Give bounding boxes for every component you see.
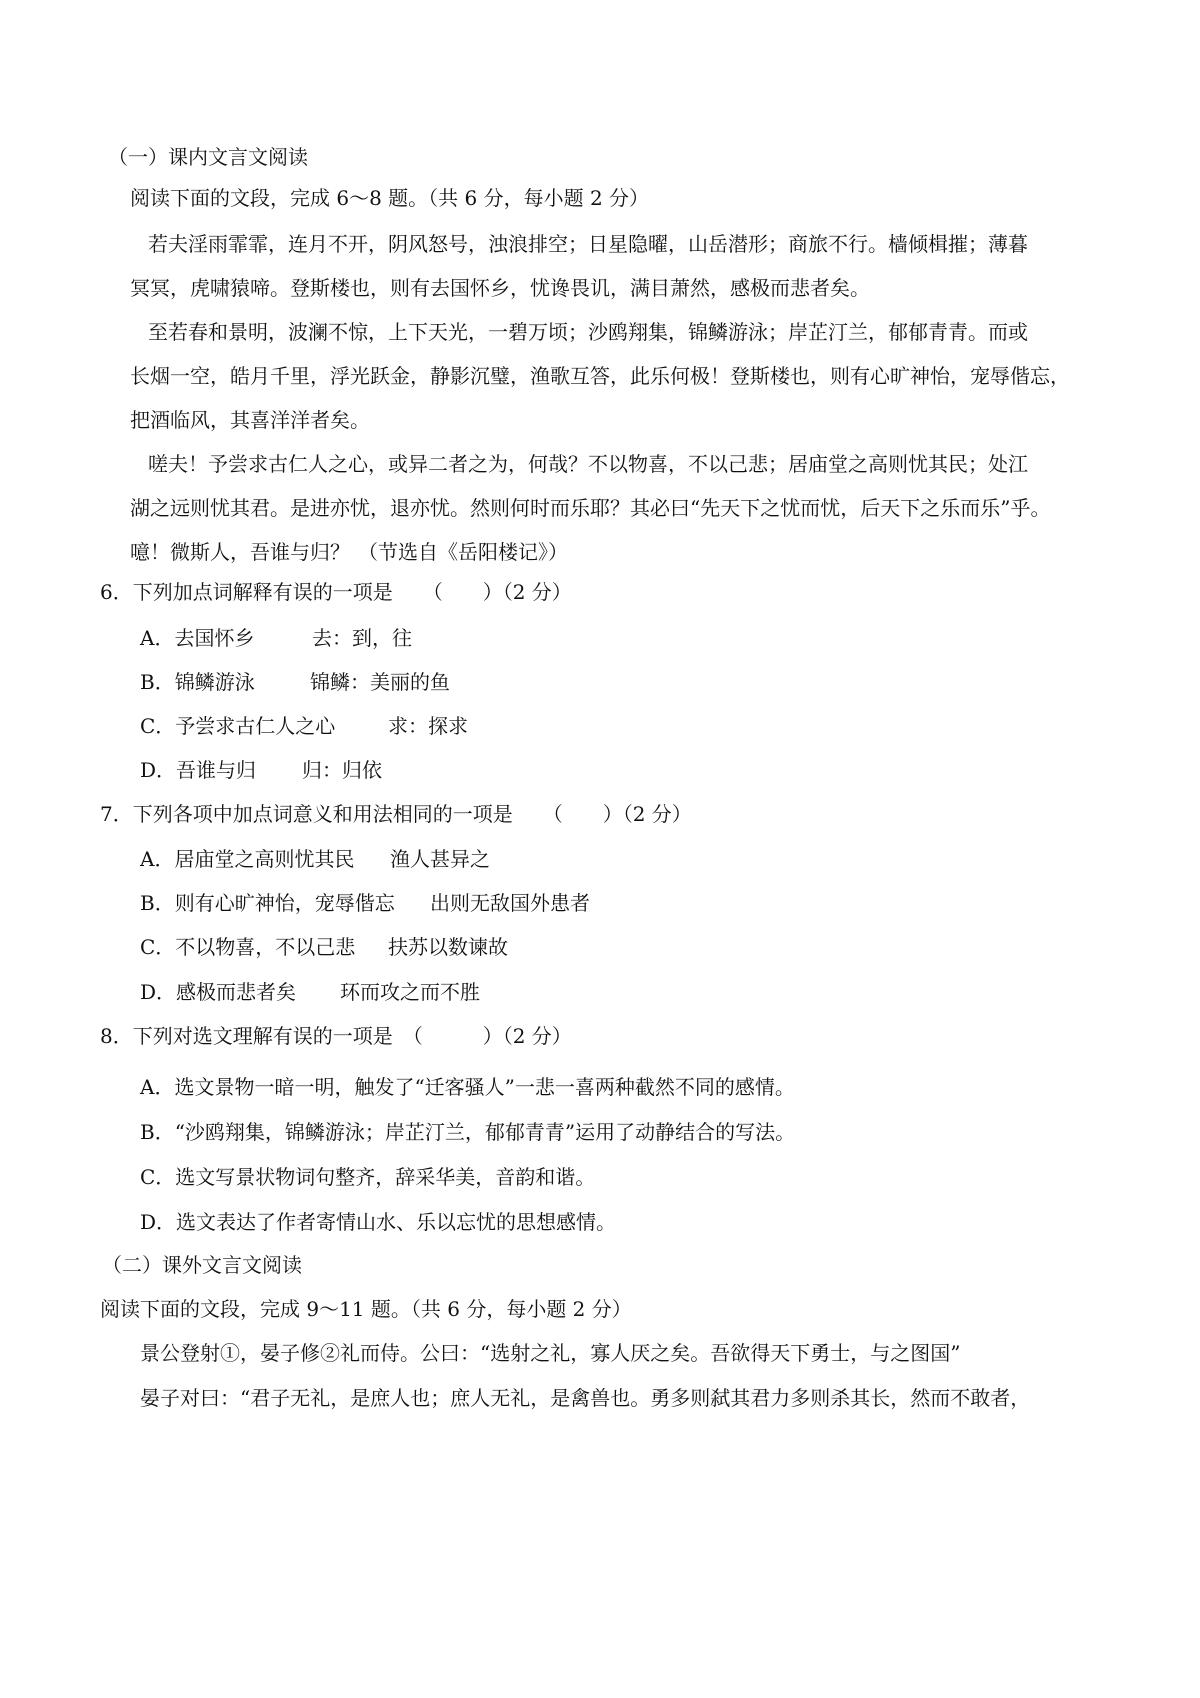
q7-option-d: D．感极而悲者矣 bbox=[140, 980, 297, 1004]
q7-option-c: C．不以物喜，不以己悲 bbox=[140, 935, 356, 959]
passage2-line: 晏子对曰：“君子无礼，是庶人也；庶人无礼，是禽兽也。勇多则弑其君力多则杀其长，然而不敢者， bbox=[140, 1386, 1031, 1410]
q8-option-a: A．选文景物一暗一明，触发了“迁客骚人”一悲一喜两种截然不同的感情。 bbox=[140, 1075, 795, 1099]
q7-option-a-compare: 渔人甚异之 bbox=[390, 847, 490, 871]
section1-instruction: 阅读下面的文段，完成 6～8 题。（共 6 分，每小题 2 分） bbox=[130, 186, 650, 210]
passage1-line: 若夫淫雨霏霏，连月不开，阴风怒号，浊浪排空；日星隐曜，山岳潜形；商旅不行。樯倾楫摧；薄暮 bbox=[148, 232, 1028, 256]
q6-option-a: A．去国怀乡 bbox=[140, 626, 255, 650]
q6-option-a-gloss: 去：到，往 bbox=[312, 626, 412, 650]
q6-option-b: B．锦鳞游泳 bbox=[140, 670, 255, 694]
section2-heading: （二）课外文言文阅读 bbox=[102, 1253, 302, 1277]
passage1-line: 至若春和景明，波澜不惊，上下天光，一碧万顷；沙鸥翔集，锦鳞游泳；岸芷汀兰，郁郁青青。而或 bbox=[148, 320, 1028, 344]
passage1-line: 长烟一空，皓月千里，浮光跃金，静影沉璧，渔歌互答，此乐何极！登斯楼也，则有心旷神怡，宠辱偕忘， bbox=[130, 364, 1070, 388]
q8-option-d: D．选文表达了作者寄情山水、乐以忘忧的思想感情。 bbox=[140, 1210, 617, 1234]
passage1-source: （节选自《岳阳楼记》） bbox=[358, 540, 568, 564]
passage1-line: 湖之远则忧其君。是进亦忧，退亦忧。然则何时而乐耶？其必曰“先天下之忧而忧，后天下之乐而乐”乎。 bbox=[130, 496, 1051, 520]
q6-option-d: D．吾谁与归 bbox=[140, 758, 257, 782]
passage2-line: 景公登射①，晏子修②礼而侍。公曰：“选射之礼，寡人厌之矣。吾欲得天下勇士，与之图国” bbox=[140, 1341, 961, 1365]
q7-option-b-compare: 出则无敌国外患者 bbox=[430, 891, 590, 915]
q6-option-c: C．予尝求古仁人之心 bbox=[140, 714, 336, 738]
section2-instruction: 阅读下面的文段，完成 9～11 题。（共 6 分，每小题 2 分） bbox=[100, 1297, 632, 1321]
passage1-line: 把酒临风，其喜洋洋者矣。 bbox=[130, 408, 370, 432]
q7-option-c-compare: 扶苏以数谏故 bbox=[388, 935, 508, 959]
q6-option-d-gloss: 归：归依 bbox=[302, 758, 382, 782]
question-7-stem: 7．下列各项中加点词意义和用法相同的一项是 （ ）（2 分） bbox=[100, 802, 692, 826]
q6-option-c-gloss: 求：探求 bbox=[388, 714, 468, 738]
section1-heading: （一）课内文言文阅读 bbox=[108, 145, 308, 169]
passage1-line: 噫！微斯人，吾谁与归？ bbox=[130, 540, 350, 564]
q6-option-b-gloss: 锦鳞：美丽的鱼 bbox=[310, 670, 450, 694]
q7-option-d-compare: 环而攻之而不胜 bbox=[340, 980, 480, 1004]
passage1-line: 嗟夫！予尝求古仁人之心，或异二者之为，何哉？不以物喜，不以己悲；居庙堂之高则忧其民；处江 bbox=[148, 452, 1028, 476]
q8-option-c: C．选文写景状物词句整齐，辞采华美，音韵和谐。 bbox=[140, 1165, 596, 1189]
q8-option-b: B．“沙鸥翔集，锦鳞游泳；岸芷汀兰，郁郁青青”运用了动静结合的写法。 bbox=[140, 1120, 796, 1144]
passage1-line: 冥冥，虎啸猿啼。登斯楼也，则有去国怀乡，忧谗畏讥，满目萧然，感极而悲者矣。 bbox=[130, 276, 870, 300]
q7-option-a: A．居庙堂之高则忧其民 bbox=[140, 847, 355, 871]
question-8-stem: 8．下列对选文理解有误的一项是 （ ）（2 分） bbox=[100, 1024, 572, 1048]
q7-option-b: B．则有心旷神怡，宠辱偕忘 bbox=[140, 891, 395, 915]
question-6-stem: 6．下列加点词解释有误的一项是 （ ）（2 分） bbox=[100, 580, 572, 604]
